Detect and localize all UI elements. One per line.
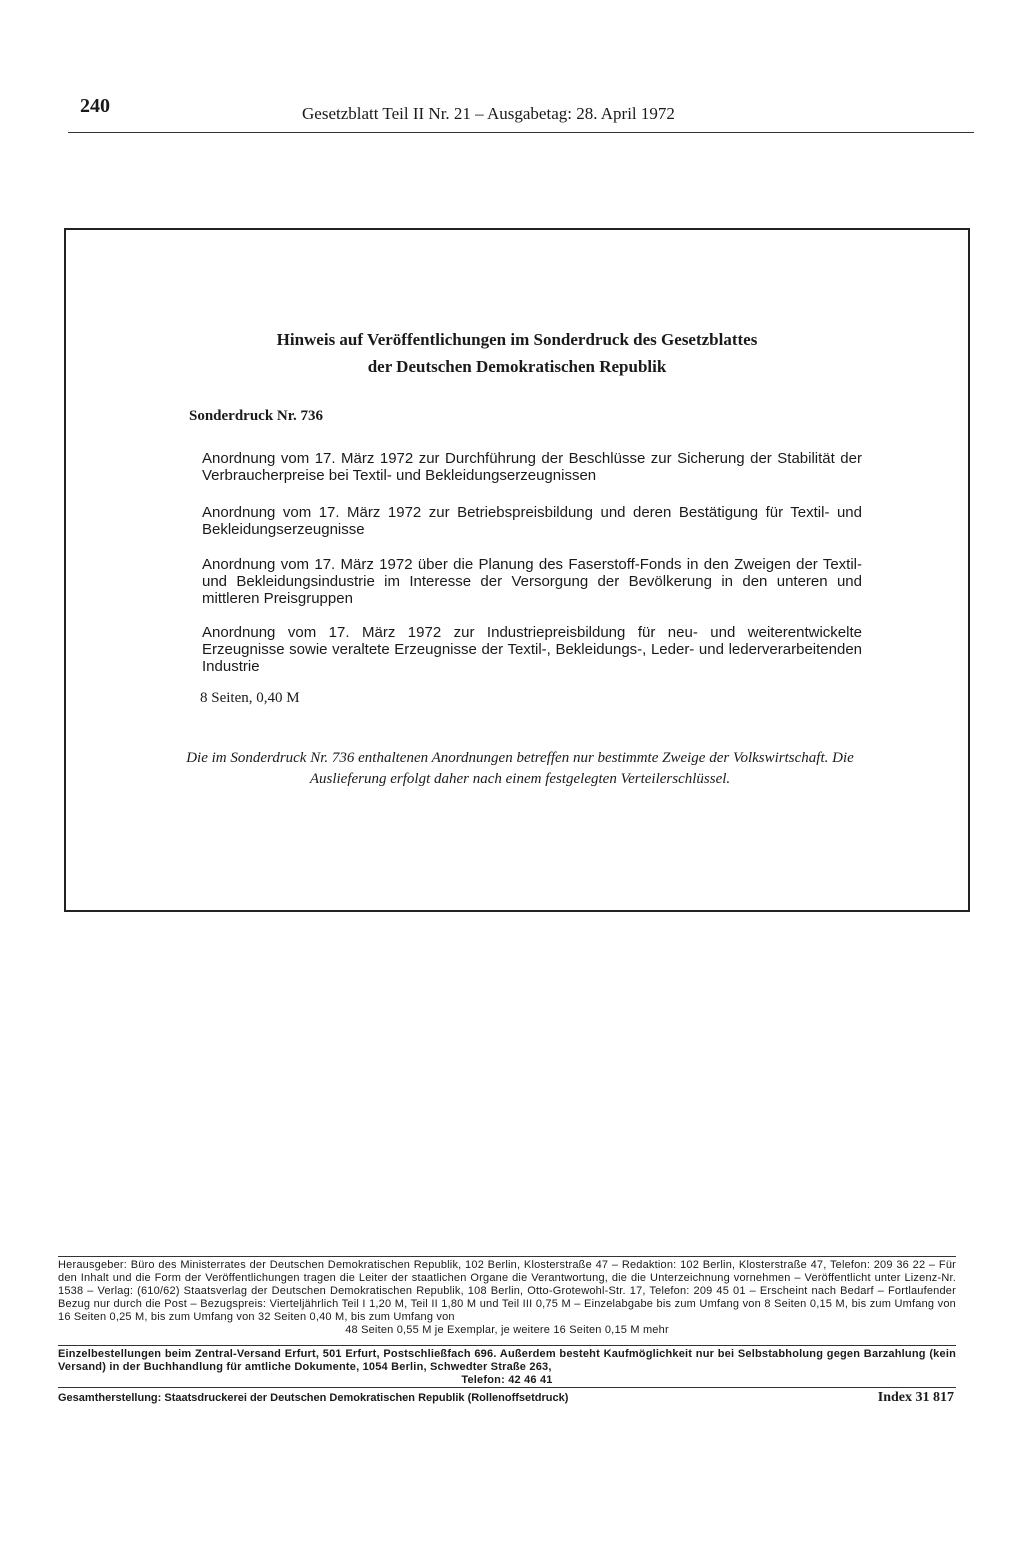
order-item: Anordnung vom 17. März 1972 zur Betriebspreisbildung und deren Bestätigung für Textil- und Bekleidungserzeugnisse (202, 504, 862, 538)
publisher-text-last: 48 Seiten 0,55 M je Exemplar, je weitere 16 Seiten 0,15 M mehr (345, 1324, 669, 1336)
notice-heading (66, 326, 968, 380)
order-info-text: Einzelbestellungen beim Zentral-Versand Erfurt, 501 Erfurt, Postschließfach 696. Außerdem besteht Kaufmöglichkeit nur bei Selbstabholung gegen Barzahlung (kein Versand) in der Buchhandlung für amtliche Dokumente, 1054 Berlin, Schwedter Straße 263, (58, 1348, 956, 1373)
footer-order-info (58, 1348, 956, 1387)
sonderdruck-label: Sonderdruck Nr. 736 (189, 408, 324, 424)
order-item: Anordnung vom 17. März 1972 über die Planung des Faserstoff-Fonds in den Zweigen der Textil- und Bekleidungsindustrie im Interesse der Versorgung der Bevölkerung in den unteren und mittleren Preisgruppen (202, 556, 862, 607)
notice-box (64, 228, 970, 912)
page-header-title: Gesetzblatt Teil II Nr. 21 – Ausgabetag: 28. April 1972 (302, 104, 675, 123)
footer-rule-top (58, 1256, 956, 1257)
header-rule (68, 132, 974, 133)
footer-rule-middle (58, 1345, 956, 1346)
order-info-phone: Telefon: 42 46 41 (461, 1374, 553, 1386)
footer-publisher-info (58, 1259, 956, 1337)
publisher-text: Herausgeber: Büro des Ministerrates der Deutschen Demokratischen Republik, 102 Berlin, Klosterstraße 47 – Redaktion: 102 Berlin, Klosterstraße 47, Telefon: 209 36 22 – Für den Inhalt und die Form der Veröffentlichungen tragen die Leiter der staatlichen Organe die Verantwortung, die die Unterzeichnung vornehmen – Veröffentlicht unter Lizenz-Nr. 1538 – Verlag: (610/62) Staatsverlag der Deutschen Demokratischen Republik, 108 Berlin, Otto-Grotewohl-Str. 17, Telefon: 209 45 01 – Erscheint nach Bedarf – Fortlaufender Bezug nur durch die Post – Bezugspreis: Vierteljährlich Teil I 1,20 M, Teil II 1,80 M und Teil III 0,75 M – Einzelabgabe bis zum Umfang von 8 Seiten 0,15 M, bis zum Umfang von 16 Seiten 0,25 M, bis zum Umfang von 32 Seiten 0,40 M, bis zum Umfang von (58, 1259, 956, 1323)
page-number: 240 (80, 95, 110, 117)
footer-index: Index 31 817 (877, 1390, 954, 1405)
footer-printer: Gesamtherstellung: Staatsdruckerei der Deutschen Demokratischen Republik (Rollenoffsetdruck) (58, 1392, 569, 1404)
distribution-note: Die im Sonderdruck Nr. 736 enthaltenen Anordnungen betreffen nur bestimmte Zweige der Volkswirtschaft. Die Auslieferung erfolgt daher nach einem festgelegten Verteilerschlüssel. (186, 750, 854, 787)
order-item: Anordnung vom 17. März 1972 zur Durchführung der Beschlüsse zur Sicherung der Stabilität der Verbraucherpreise bei Textil- und Bekleidungserzeugnissen (202, 450, 862, 484)
notice-heading-line2: der Deutschen Demokratischen Republik (367, 357, 667, 376)
footer-rule-bottom (58, 1387, 956, 1388)
order-item: Anordnung vom 17. März 1972 zur Industriepreisbildung für neu- und weiterentwickelte Erzeugnisse sowie veraltete Erzeugnisse der Textil-, Bekleidungs-, Leder- und lederverarbeitenden Industrie (202, 624, 862, 675)
notice-heading-line1: Hinweis auf Veröffentlichungen im Sonderdruck des Gesetzblattes (276, 330, 758, 349)
price-line: 8 Seiten, 0,40 M (200, 690, 300, 706)
